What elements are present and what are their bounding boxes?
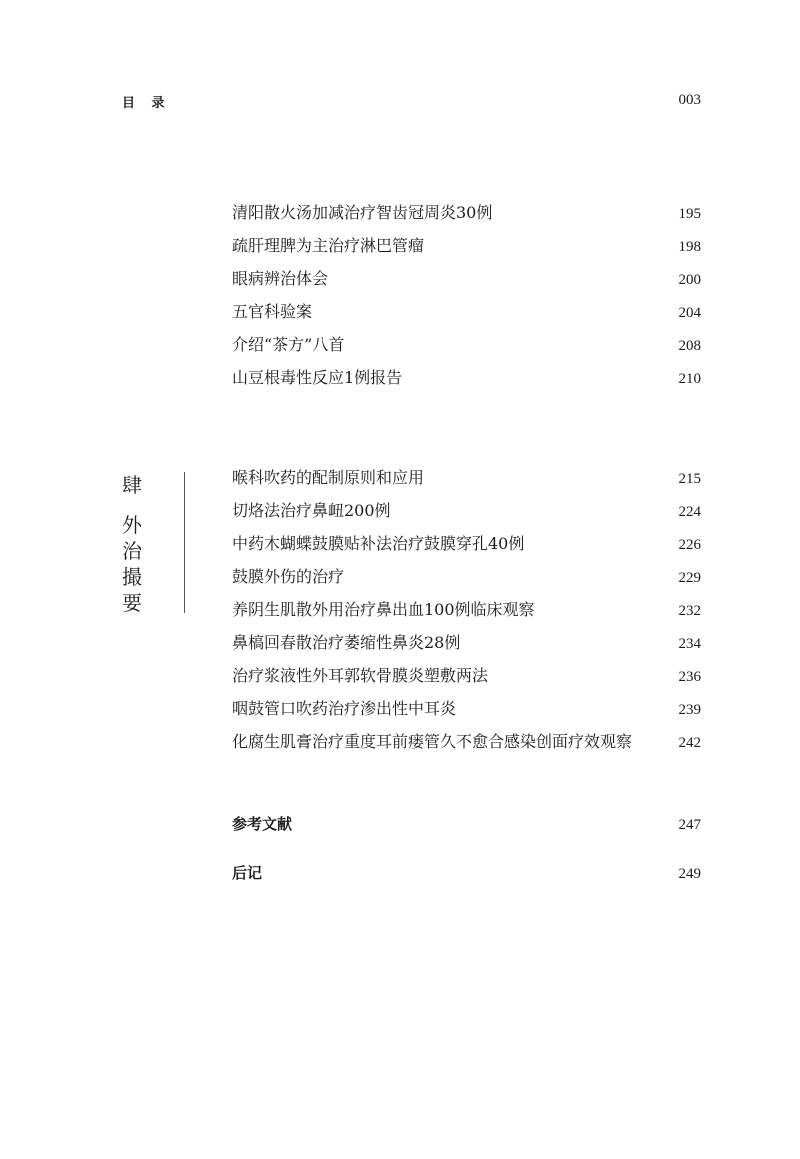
page-number: 003 — [678, 92, 701, 108]
toc-entry[interactable]: 咽鼓管口吹药治疗渗出性中耳炎 239 — [232, 699, 701, 718]
toc-entry[interactable]: 治疗浆液性外耳郭软骨膜炎塑敷两法 236 — [232, 666, 701, 685]
toc-section-1 — [232, 200, 701, 398]
toc-entry-references[interactable]: 参考文献 247 — [232, 815, 701, 833]
part-title: 外治撮要 — [122, 513, 142, 615]
toc-section-afterword — [232, 862, 701, 895]
part-number: 肆 — [122, 473, 142, 497]
toc-entry[interactable]: 清阳散火汤加减治疗智齿冠周炎30例 195 — [232, 203, 701, 222]
toc-entry[interactable]: 鼓膜外伤的治疗 229 — [232, 567, 701, 586]
toc-section-references — [232, 813, 701, 846]
toc-entry[interactable]: 介绍“茶方”八首 208 — [232, 335, 701, 354]
toc-entry-afterword[interactable]: 后记 249 — [232, 864, 701, 882]
toc-entry[interactable]: 中药木蝴蝶鼓膜贴补法治疗鼓膜穿孔40例 226 — [232, 534, 701, 553]
toc-entry[interactable]: 鼻槁回春散治疗萎缩性鼻炎28例 234 — [232, 633, 701, 652]
running-header-title: 目 录 — [122, 96, 171, 111]
toc-entry[interactable]: 切烙法治疗鼻衄200例 224 — [232, 501, 701, 520]
toc-entry[interactable]: 养阴生肌散外用治疗鼻出血100例临床观察 232 — [232, 600, 701, 619]
toc-entry[interactable]: 五官科验案 204 — [232, 302, 701, 321]
part-divider-line — [184, 472, 185, 613]
toc-entry[interactable]: 山豆根毒性反应1例报告 210 — [232, 368, 701, 387]
toc-section-2 — [232, 465, 701, 762]
toc-entry[interactable]: 化腐生肌膏治疗重度耳前瘘管久不愈合感染创面疗效观察 242 — [232, 732, 701, 751]
toc-entry[interactable]: 喉科吹药的配制原则和应用 215 — [232, 468, 701, 487]
part-label — [122, 470, 144, 616]
toc-entry[interactable]: 眼病辨治体会 200 — [232, 269, 701, 288]
toc-entry[interactable]: 疏肝理脾为主治疗淋巴管瘤 198 — [232, 236, 701, 255]
